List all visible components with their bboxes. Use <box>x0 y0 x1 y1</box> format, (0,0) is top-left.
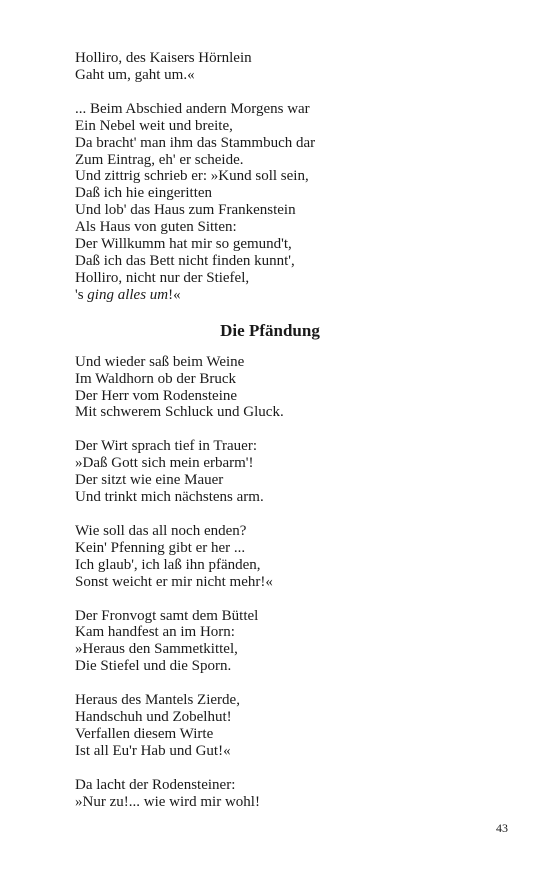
verse-line: Der Fronvogt samt dem Büttel <box>75 607 259 624</box>
verse-line: Da lacht der Rodensteiner: <box>75 776 236 793</box>
verse-line: ... Beim Abschied andern Morgens war <box>75 100 310 117</box>
verse-line: Verfallen diesem Wirte <box>75 726 214 742</box>
verse-line: Und wieder saß beim Weine <box>75 353 245 370</box>
verse-line: »Daß Gott sich mein erbarm'! <box>75 455 254 472</box>
stanza <box>75 692 495 760</box>
verse-line: Kein' Pfenning gibt er her ... <box>75 539 246 556</box>
verse-text: !« <box>168 286 181 303</box>
verse-line: Sonst weicht er mir nicht mehr!« <box>75 573 273 590</box>
verse-text: 's <box>75 286 88 303</box>
verse-line: »Heraus den Sammetkittel, <box>75 641 238 658</box>
verse-line: Der Wirt sprach tief in Trauer: <box>75 438 257 455</box>
verse-line: Daß ich das Bett nicht finden kunnt', <box>75 252 295 269</box>
stanza <box>75 438 495 506</box>
verse-line: Und lob' das Haus zum Frankenstein <box>75 202 296 219</box>
verse-line: Gaht um, gaht um.« <box>75 66 195 83</box>
verse-line: Holliro, des Kaisers Hörnlein <box>75 50 252 66</box>
verse-line: Holliro, nicht nur der Stiefel, <box>75 269 250 286</box>
stanza <box>75 777 495 811</box>
verse-line: Handschuh und Zobelhut! <box>75 709 232 726</box>
verse-line: Der Herr vom Rodensteine <box>75 387 238 404</box>
verse-line: Und trinkt mich nächstens arm. <box>75 489 264 506</box>
verse-line: Heraus des Mantels Zierde, <box>75 692 240 709</box>
verse-line: Ein Nebel weit und breite, <box>75 117 233 134</box>
stanza <box>75 608 495 676</box>
verse-line: Ist all Eu'r Hab und Gut!« <box>75 742 231 759</box>
verse-line: Ich glaub', ich laß ihn pfänden, <box>75 556 261 573</box>
verse-line: Mit schwerem Schluck und Gluck. <box>75 404 284 421</box>
verse-line: Und zittrig schrieb er: »Kund soll sein, <box>75 168 309 185</box>
verse-italic-text: ging alles um <box>87 286 169 303</box>
verse-line: Die Stiefel und die Sporn. <box>75 658 232 675</box>
stanza <box>75 354 495 422</box>
verse-line-final <box>75 287 495 304</box>
verse-line: Kam handfest an im Horn: <box>75 624 235 641</box>
verse-line: Daß ich hie eingeritten <box>75 185 213 202</box>
stanza <box>75 523 495 591</box>
verse-line: »Nur zu!... wie wird mir wohl! <box>75 793 260 810</box>
section-title: Die Pfändung <box>220 320 320 340</box>
verse-line: Zum Eintrag, eh' er scheide. <box>75 151 244 168</box>
verse-line: Da bracht' man ihm das Stammbuch dar <box>75 134 316 151</box>
verse-line: Wie soll das all noch enden? <box>75 522 247 539</box>
verse-line: Der Willkumm hat mir so gemund't, <box>75 236 292 253</box>
stanza <box>75 50 495 84</box>
verse-line: Der sitzt wie eine Mauer <box>75 472 224 489</box>
stanza <box>75 101 495 304</box>
verse-line: Im Waldhorn ob der Bruck <box>75 370 236 387</box>
page-content <box>75 50 495 828</box>
page-number: 43 <box>496 821 508 835</box>
verse-line: Als Haus von guten Sitten: <box>75 219 237 236</box>
